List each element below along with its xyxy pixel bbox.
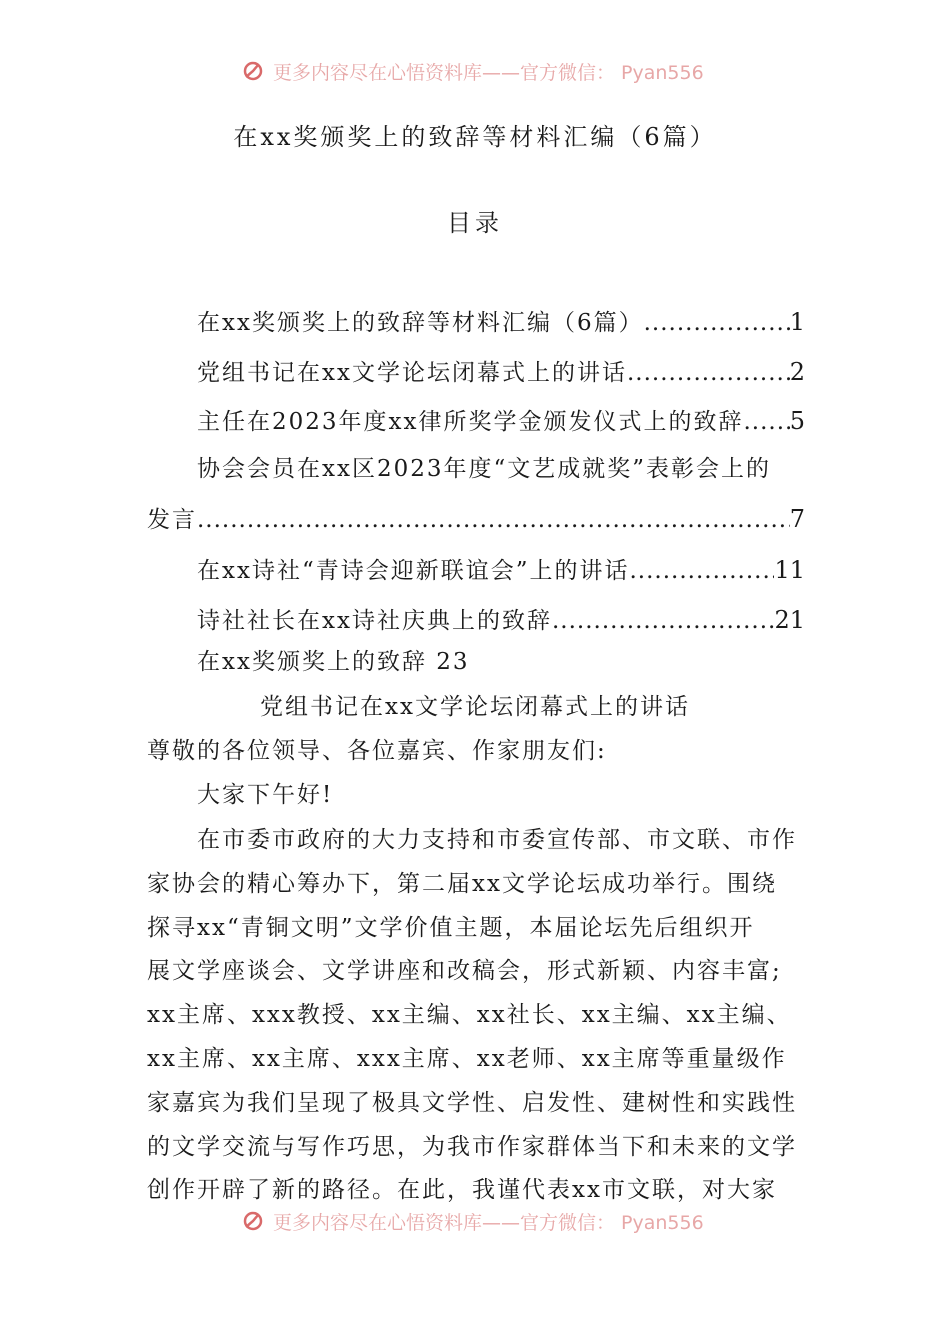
greeting: 大家下午好! bbox=[197, 782, 334, 808]
body-line: 探寻xx“青铜文明”文学价值主题，本届论坛先后组织开 bbox=[147, 914, 755, 941]
toc-leader-dots bbox=[627, 356, 790, 390]
watermark-bottom bbox=[243, 1208, 723, 1234]
toc-entry-text: 在xx奖颁奖上的致辞等材料汇编（6篇） bbox=[197, 310, 644, 336]
toc-leader-dots bbox=[743, 405, 789, 439]
toc-entry[interactable] bbox=[197, 305, 805, 339]
speech-title: 党组书记在xx文学论坛闭幕式上的讲话 bbox=[260, 694, 690, 720]
toc-entry-text: 主任在2023年度xx律所奖学金颁发仪式上的致辞 bbox=[197, 409, 744, 435]
body-line: 的文学交流与写作巧思，为我市作家群体当下和未来的文学 bbox=[147, 1133, 797, 1160]
salutation: 尊敬的各位领导、各位嘉宾、作家朋友们: bbox=[147, 738, 607, 764]
watermark-text: 更多内容尽在心悟资料库——官方微信： Pyan556 bbox=[273, 1211, 704, 1234]
toc-entry[interactable] bbox=[197, 404, 805, 438]
toc-entry-text: 党组书记在xx文学论坛闭幕式上的讲话 bbox=[197, 360, 627, 386]
toc-entry-text: 发言 bbox=[147, 507, 197, 533]
toc-entry[interactable] bbox=[197, 355, 805, 389]
body-line: xx主席、xx主席、xxx主席、xx老师、xx主席等重量级作 bbox=[147, 1045, 787, 1072]
toc-entry[interactable] bbox=[147, 502, 805, 536]
body-paragraph bbox=[147, 819, 805, 1213]
toc-plain-entry: 在xx奖颁奖上的致辞 23 bbox=[197, 649, 470, 675]
body-line: 家嘉宾为我们呈现了极具文学性、启发性、建树性和实践性 bbox=[147, 1089, 797, 1116]
toc-heading: 目录 bbox=[447, 209, 503, 237]
toc-page-number: 21 bbox=[774, 606, 805, 634]
toc-entry-line1[interactable]: 协会会员在xx区2023年度“文艺成就奖”表彰会上的 bbox=[197, 456, 771, 482]
toc-page-number: 2 bbox=[789, 358, 805, 386]
brand-logo-icon bbox=[243, 61, 263, 81]
watermark-top bbox=[243, 58, 723, 84]
body-line: xx主席、xxx教授、xx主编、xx社长、xx主编、xx主编、 bbox=[147, 1002, 792, 1029]
toc-entry[interactable] bbox=[197, 603, 805, 637]
body-line: 在市委市政府的大力支持和市委宣传部、市文联、市作 bbox=[197, 827, 797, 853]
toc-page-number: 1 bbox=[789, 308, 805, 336]
toc-leader-dots bbox=[629, 554, 774, 588]
body-line: 家协会的精心筹办下，第二届xx文学论坛成功举行。围绕 bbox=[147, 870, 777, 897]
toc-page-number: 11 bbox=[774, 556, 805, 584]
toc-page-number: 5 bbox=[789, 407, 805, 435]
document-title: 在xx奖颁奖上的致辞等材料汇编（6篇） bbox=[233, 123, 717, 151]
toc-page-number: 7 bbox=[789, 505, 805, 533]
toc-leader-dots bbox=[644, 306, 790, 340]
toc-entry-text: 在xx诗社“青诗会迎新联谊会”上的讲话 bbox=[197, 558, 630, 584]
toc-entry-text: 诗社社长在xx诗社庆典上的致辞 bbox=[197, 608, 552, 634]
watermark-text: 更多内容尽在心悟资料库——官方微信： Pyan556 bbox=[273, 61, 704, 84]
brand-logo-icon bbox=[243, 1211, 263, 1231]
body-line: 创作开辟了新的路径。在此，我谨代表xx市文联，对大家 bbox=[147, 1177, 777, 1204]
toc-entry[interactable] bbox=[197, 553, 805, 587]
toc-leader-dots bbox=[552, 604, 775, 638]
toc-leader-dots bbox=[197, 503, 790, 537]
body-line: 展文学座谈会、文学讲座和改稿会，形式新颖、内容丰富; bbox=[147, 958, 782, 985]
